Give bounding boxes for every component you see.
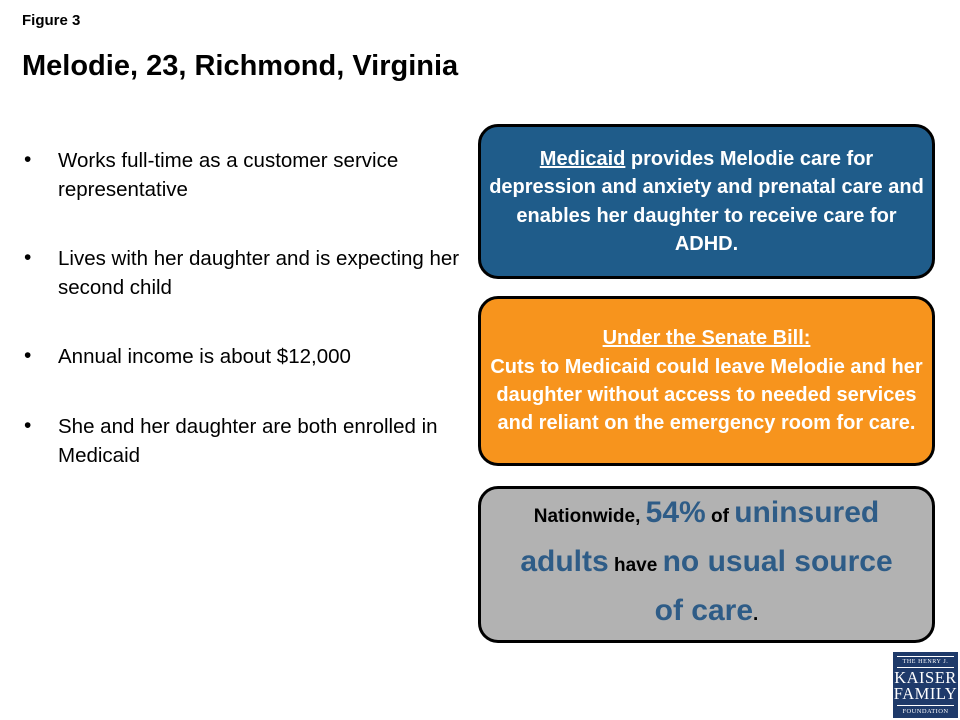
bullet-text: She and her daughter are both enrolled in Medicaid <box>58 414 438 467</box>
figure-label: Figure 3 <box>22 12 81 29</box>
stat-callout-box <box>478 486 935 643</box>
list-item <box>22 146 472 204</box>
logo-family-text: FAMILY <box>893 684 958 704</box>
stat-line: of care. <box>654 594 759 627</box>
stat-line: Nationwide, 54% of uninsured <box>533 496 880 529</box>
logo-foundation-text: FOUNDATION <box>897 705 954 715</box>
medicaid-underlined-word: Medicaid <box>539 147 626 170</box>
senate-bill-body: Cuts to Medicaid could leave Melodie and her daughter without access to needed services and reliant on the emergency room for care. <box>490 355 923 435</box>
bullet-text: Lives with her daughter and is expecting her second child <box>58 247 460 300</box>
senate-bill-callout-box <box>478 296 935 466</box>
bullet-icon: • <box>24 246 32 270</box>
bullet-text: Works full-time as a customer service representative <box>58 149 399 202</box>
bullet-text: Annual income is about $12,000 <box>58 345 351 369</box>
kaiser-family-foundation-logo <box>893 652 958 718</box>
bullet-icon: • <box>24 148 32 171</box>
senate-bill-heading: Under the Senate Bill: <box>602 327 811 350</box>
bullet-icon: • <box>24 413 32 437</box>
bullet-list <box>22 146 472 510</box>
medicaid-callout-text: Medicaid provides Melodie care for depression and anxiety and prenatal care and enables her daughter to receive care for ADHD. <box>489 147 924 255</box>
list-item <box>22 412 472 470</box>
medicaid-callout-box <box>478 124 935 279</box>
list-item <box>22 342 472 371</box>
stat-line: adults have no usual source <box>520 545 893 578</box>
logo-kaiser-text: KAISER <box>894 668 957 687</box>
bullet-icon: • <box>24 344 32 368</box>
page-title: Melodie, 23, Richmond, Virginia <box>22 50 459 82</box>
list-item <box>22 244 472 302</box>
logo-top-text: THE HENRY J. <box>897 656 954 668</box>
